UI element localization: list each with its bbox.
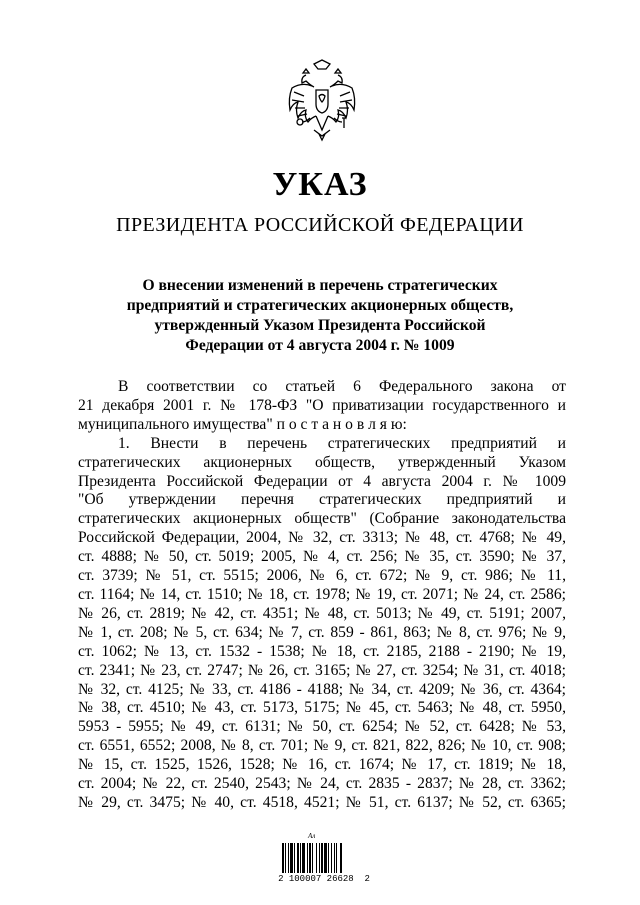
body-line: № 38, ст. 4510; № 43, ст. 5173, 5175; № 45, ст. 5463; № 48, ст. 5950, [78,699,566,717]
double-headed-eagle-icon [286,58,358,142]
barcode-mark: Ал [308,832,316,840]
body-line: ст. 2341; № 23, ст. 2747; № 26, ст. 3165; № 27, ст. 3254; № 31, ст. 4018; [78,661,566,679]
body-line: ст. 1062; № 13, ст. 1532 - 1538; № 18, ст. 2185, 2188 - 2190; № 19, [78,642,566,660]
body-line: ст. 6551, 6552; 2008, № 8, ст. 701; № 9, ст. 821, 822, 826; № 10, ст. 908; [78,737,566,755]
subject-line: утвержденный Указом Президента Российской [154,317,486,334]
body-line: муниципального имущества" п о с т а н о в л я ю: [78,415,407,433]
body-line: Российской Федерации, 2004, № 32, ст. 3313; № 48, ст. 4768; № 49, [78,529,566,547]
subject-line: предприятий и стратегических акционерных обществ, [126,297,514,314]
subject-line: О внесении изменений в перечень стратегических [142,277,498,294]
body-line: № 26, ст. 2819; № 42, ст. 4351; № 48, ст. 5013; № 49, ст. 5191; 2007, [78,604,566,622]
body-line: ст. 2004; № 22, ст. 2540, 2543; № 24, ст. 2835 - 2837; № 28, ст. 3362; [78,775,566,793]
body-line: № 1, ст. 208; № 5, ст. 634; № 7, ст. 859 - 861, 863; № 8, ст. 976; № 9, [78,623,566,641]
body-line: ст. 4888; № 50, ст. 5019; 2005, № 4, ст. 256; № 35, ст. 3590; № 37, [78,548,566,566]
barcode-icon [282,843,366,873]
body-line: ст. 1164; № 14, ст. 1510; № 18, ст. 1978; № 19, ст. 2071; № 24, ст. 2586; [78,585,566,603]
document-title: УКАЗ [272,166,368,203]
body-line: стратегических акционерных обществ, утвержденный Указом [78,453,566,471]
body-line: № 29, ст. 3475; № 40, ст. 4518, 4521; № 51, ст. 6137; № 52, ст. 6365; [78,793,566,811]
body-line: 21 декабря 2001 г. № 178-ФЗ "О приватизации государственного и [78,396,566,414]
body-line: "Об утверждении перечня стратегических предприятий и [78,491,566,509]
body-line: № 15, ст. 1525, 1526, 1528; № 16, ст. 1674; № 17, ст. 1819; № 18, [78,756,566,774]
subject-line: Федерации от 4 августа 2004 г. № 1009 [185,337,455,354]
document-subtitle: ПРЕЗИДЕНТА РОССИЙСКОЙ ФЕДЕРАЦИИ [116,214,524,236]
body-line: стратегических акционерных обществ" (Собрание законодательства [78,510,566,528]
body-line: ст. 3739; № 51, ст. 5515; 2006, № 6, ст. 672; № 9, ст. 986; № 11, [78,567,566,585]
body-line: № 32, ст. 4125; № 33, ст. 4186 - 4188; № 34, ст. 4209; № 36, ст. 4364; [78,680,566,698]
body-line: В соответствии со статьей 6 Федерального закона от [118,378,566,395]
decree-body [78,378,566,813]
decree-subject [100,276,540,356]
body-line: 5953 - 5955; № 49, ст. 6131; № 50, ст. 6254; № 52, ст. 6428; № 53, [78,718,566,736]
body-line: 1. Внести в перечень стратегических предприятий и [118,434,566,452]
body-line: Президента Российской Федерации от 4 августа 2004 г. № 1009 [78,472,566,490]
barcode-number: 2 100007 26628 2 [278,874,370,884]
